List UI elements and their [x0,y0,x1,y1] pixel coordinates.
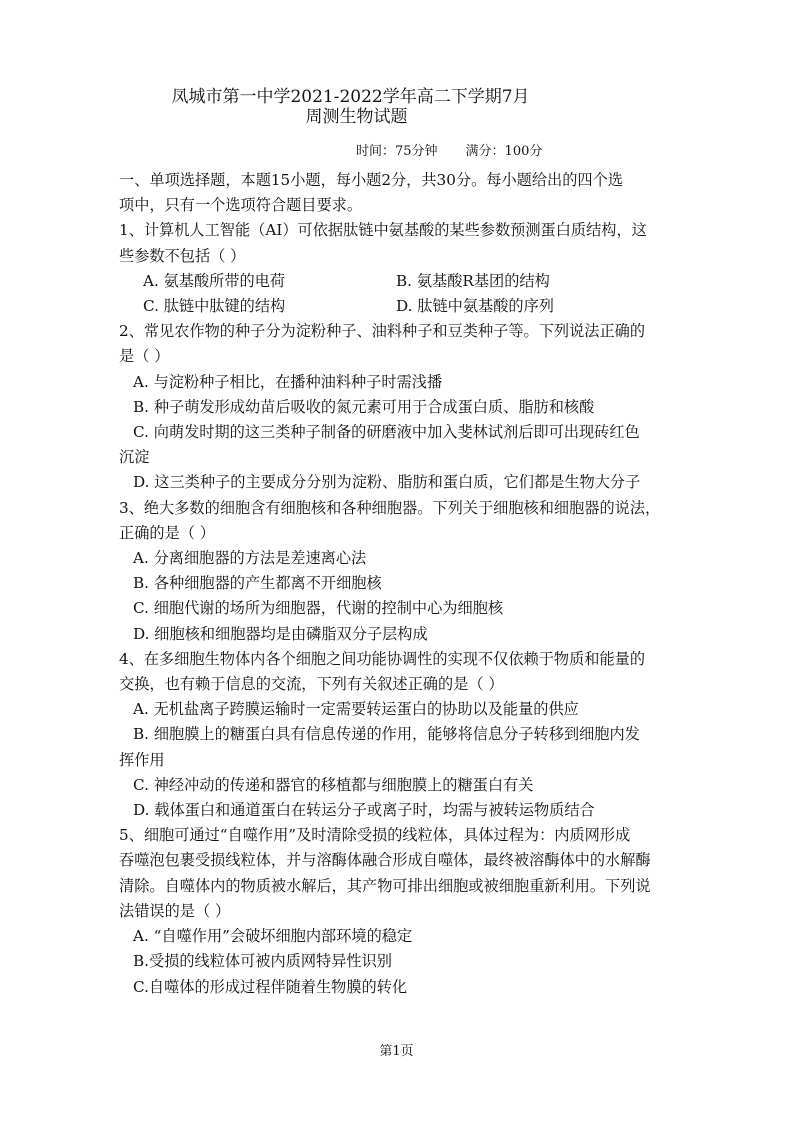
exam-time: 时间：75分钟 [356,144,438,159]
q4-stem-line1: 4、在多细胞生物体内各个细胞之间功能协调性的实现不仅依赖于物质和能量的 [119,649,646,668]
exam-title-line1: 凤城市第一中学2021-2022学年高二下学期7月 [171,87,530,107]
q1-options-row1 [119,269,679,294]
q4-option-c: C. 神经冲动的传递和器官的移植都与细胞膜上的糖蛋白有关 [133,775,534,794]
q5-option-b: B.受损的线粒体可被内质网特异性识别 [133,952,392,971]
exam-title-line2: 周测生物试题 [305,107,408,127]
q2-option-d: D. 这三类种子的主要成分分别为淀粉、脂肪和蛋白质，它们都是生物大分子 [133,473,641,492]
q2-option-a: A. 与淀粉种子相比，在播种油料种子时需浅播 [133,372,443,391]
q3-option-d: D. 细胞核和细胞器均是由磷脂双分子层构成 [133,624,428,643]
q1-options-row2 [119,294,679,319]
q3-option-a: A. 分离细胞器的方法是差速离心法 [133,549,367,568]
q4-option-d: D. 载体蛋白和通道蛋白在转运分子或离子时，均需与被转运物质结合 [133,801,595,820]
q1-option-b: B. 氨基酸R基团的结构 [396,271,550,290]
q5-option-a: A. “自噬作用”会破坏细胞内部环境的稳定 [133,927,413,946]
q3-option-c: C. 细胞代谢的场所为细胞器，代谢的控制中心为细胞核 [133,599,504,618]
q2-option-c-line2: 沉淀 [119,448,150,467]
q3-stem-line1: 3、绝大多数的细胞含有细胞核和各种细胞器。下列关于细胞核和细胞器的说法， [119,498,661,517]
q3-option-b: B. 各种细胞器的产生都离不开细胞核 [133,574,382,593]
q1-option-d: D. 肽链中氨基酸的序列 [396,297,554,316]
exam-body [119,168,679,1000]
exam-meta [356,140,542,159]
q1-stem-line1: 1、计算机人工智能（AI）可依据肽链中氨基酸的某些参数预测蛋白质结构，这 [119,221,647,240]
q5-stem-line4: 法错误的是（ ） [119,901,231,920]
q5-stem-line3: 清除。自噬体内的物质被水解后，其产物可排出细胞或被细胞重新利用。下列说 [119,876,651,895]
page-number: 第1页 [379,1044,414,1059]
q4-option-b-line1: B. 细胞膜上的糖蛋白具有信息传递的作用，能够将信息分子转移到细胞内发 [133,725,640,744]
q5-stem-line2: 吞噬泡包裹受损线粒体，并与溶酶体融合形成自噬体，最终被溶酶体中的水解酶 [119,851,651,870]
q4-option-a: A. 无机盐离子跨膜运输时一定需要转运蛋白的协助以及能量的供应 [133,700,579,719]
instructions-line2: 项中，只有一个选项符合题目要求。 [119,196,362,215]
q4-stem-line2: 交换，也有赖于信息的交流，下列有关叙述正确的是（ ） [119,675,504,694]
q5-stem-line1: 5、细胞可通过“自噬作用”及时清除受损的线粒体，具体过程为：内质网形成 [119,826,631,845]
q2-stem-line2: 是（ ） [119,347,170,366]
q5-option-c: C.自噬体的形成过程伴随着生物膜的转化 [133,977,408,996]
exam-score: 满分：100分 [465,144,543,159]
q1-stem-line2: 些参数不包括（ ） [119,246,246,265]
q2-stem-line1: 2、常见农作物的种子分为淀粉种子、油料种子和豆类种子等。下列说法正确的 [119,322,646,341]
q2-option-c-line1: C. 向萌发时期的这三类种子制备的研磨液中加入斐林试剂后即可出现砖红色 [133,423,640,442]
q3-stem-line2: 正确的是（ ） [119,523,215,542]
instructions-line1: 一、单项选择题，本题15小题，每小题2分，共30分。每小题给出的四个选 [119,171,623,189]
q1-option-c: C. 肽链中肽键的结构 [143,297,286,316]
q1-option-a: A. 氨基酸所带的电荷 [143,271,286,290]
q2-option-b: B. 种子萌发形成幼苗后吸收的氮元素可用于合成蛋白质、脂肪和核酸 [133,397,595,416]
q4-option-b-line2: 挥作用 [119,750,165,769]
